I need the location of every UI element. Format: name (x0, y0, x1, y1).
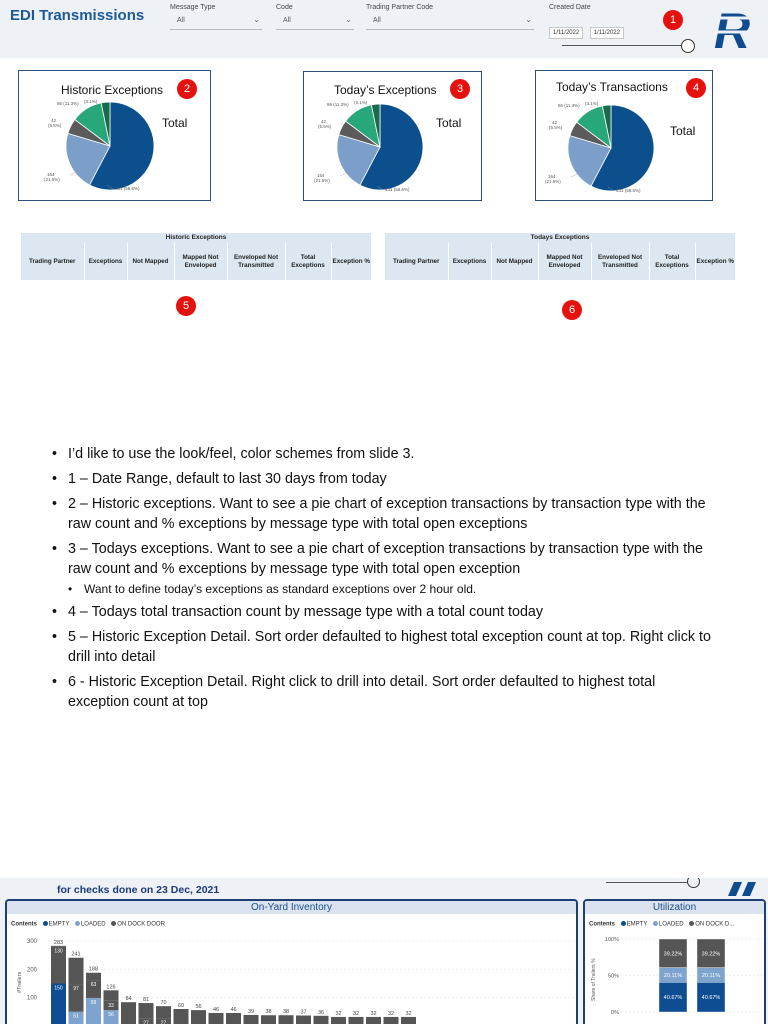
pie-data-label: 42 (51, 118, 57, 123)
bar-total-label: 283 (53, 939, 64, 946)
bar-segment (174, 1009, 189, 1024)
bar-segment (331, 1017, 346, 1024)
message-type-select[interactable] (170, 17, 262, 30)
bar-total-label: 70 (160, 1000, 167, 1007)
segment-label: 39.22% (663, 951, 683, 958)
legend-item: LOADED (80, 921, 106, 928)
column-header[interactable]: Mapped Not Enveloped (538, 243, 591, 280)
column-header[interactable]: Exception % (695, 243, 735, 280)
bar-total-label: 46 (230, 1006, 237, 1013)
pie-data-label: (3.1%) (84, 99, 98, 104)
utilization-chart (585, 901, 766, 1024)
note-item: • 4 – Todays total transaction count by message type with a total count today (52, 602, 712, 622)
segment-label: 97 (73, 986, 79, 993)
filter-value: All (373, 17, 381, 24)
segment-label: 40.67% (701, 995, 721, 1002)
filter-label: Message Type (170, 4, 216, 11)
table-header-row (21, 243, 371, 280)
note-item: • 1 – Date Range, default to last 30 days from today (52, 469, 712, 489)
bar-segment (69, 958, 84, 984)
pie-total-label: Total (162, 116, 188, 130)
table-caption: Todays Exceptions (385, 233, 735, 243)
segment-label: 130 (54, 948, 63, 955)
pie-title: Historic Exceptions (61, 83, 164, 97)
report-header (0, 0, 768, 58)
bar-segment (139, 1003, 154, 1018)
segment-label: 40.67% (663, 995, 683, 1002)
code-select[interactable] (276, 17, 354, 30)
bar-total-label: 38 (265, 1009, 272, 1016)
y-tick-label: 300 (26, 939, 37, 945)
todays-exceptions-table[interactable] (385, 233, 735, 280)
y-tick-label: 50% (607, 973, 619, 980)
filter-value: All (177, 17, 185, 24)
panel-title: Utilization (585, 901, 764, 914)
pie-data-label: 86 (11.3%) (327, 102, 349, 107)
chevron-down-icon: ⌄ (525, 15, 532, 24)
table-header-row (385, 243, 735, 280)
bar-total-label: 126 (106, 984, 116, 991)
column-header[interactable]: Exceptions (448, 243, 491, 280)
bar-total-label: 32 (405, 1010, 412, 1017)
y-axis-label: Share of Trailers % (591, 958, 597, 1001)
chevron-down-icon: ⌄ (345, 15, 352, 24)
pie-data-label: (21.5%) (314, 178, 330, 183)
y-tick-label: 0% (611, 1010, 619, 1016)
yard-inventory-dashboard (0, 878, 768, 1024)
start-date-input[interactable]: 1/11/2022 (549, 27, 583, 39)
bar-total-label: 46 (212, 1006, 220, 1013)
pie-data-label: 86 (11.3%) (57, 101, 79, 106)
bar-total-label: 56 (195, 1004, 202, 1011)
annotation-badge-5: 5 (176, 296, 196, 316)
bar-segment (349, 1017, 364, 1024)
pie-data-label: 164 (317, 173, 325, 178)
legend-item: EMPTY (626, 921, 648, 928)
note-subitem: • Want to define today’s exceptions as standard exceptions over 2 hour old. (52, 581, 712, 597)
bar-segment (51, 946, 66, 947)
filter-value: All (283, 17, 291, 24)
bar-total-label: 241 (71, 951, 81, 958)
bar-segment (86, 973, 101, 980)
legend-item: LOADED (658, 921, 684, 928)
segment-label: 20.11% (701, 972, 721, 979)
chevron-down-icon: ⌄ (253, 15, 260, 24)
note-item: • 5 – Historic Exception Detail. Sort order defaulted to highest total exception count at top. Right click to drill into detail (52, 627, 712, 667)
utilization-panel (583, 899, 766, 1024)
inventory-slider-track[interactable] (606, 882, 698, 883)
filter-label: Trading Partner Code (366, 4, 434, 11)
filter-label: Created Date (549, 4, 591, 11)
bar-total-label: 38 (282, 1009, 290, 1016)
pie-title: Today’s Transactions (556, 80, 668, 94)
bar-segment (244, 1015, 259, 1024)
column-header[interactable]: Not Mapped (491, 243, 538, 280)
bar-total-label: 32 (335, 1010, 342, 1017)
y-tick-label: 100 (26, 995, 37, 1002)
bar-segment (209, 1013, 224, 1024)
trading-partner-code-select[interactable] (366, 17, 534, 30)
message-type-filter[interactable] (170, 4, 262, 30)
bar-segment (226, 1013, 241, 1024)
annotation-badge-6: 6 (562, 300, 582, 320)
bar-segment (401, 1017, 416, 1024)
bar-total-label: 32 (370, 1010, 377, 1017)
segment-label: 27 (143, 1020, 149, 1024)
y-tick-label: 100% (604, 937, 619, 943)
segment-label: 150 (54, 985, 63, 992)
segment-label: 20.11% (663, 972, 683, 979)
bar-total-label: 32 (352, 1010, 360, 1017)
bar-total-label: 60 (177, 1003, 185, 1009)
legend-title: Contents (11, 921, 37, 928)
pie-data-label: (3.1%) (585, 101, 599, 106)
note-item: • 3 – Todays exceptions. Want to see a pie chart of exception transactions by transaction type with the raw count and % exceptions by message type with total open exception (52, 539, 712, 579)
pie-data-label: (5.5%) (549, 125, 563, 130)
bar-segment (296, 1016, 311, 1024)
segment-label: 56 (108, 1012, 114, 1019)
trading-partner-code-filter[interactable] (366, 4, 534, 30)
annotation-badge-3: 3 (450, 79, 470, 99)
pie-total-label: Total (670, 124, 696, 138)
pie-data-label: 431 (56.6%) (385, 187, 410, 192)
historic-exceptions-table[interactable] (21, 233, 371, 280)
bar-segment (314, 1016, 329, 1024)
legend-item: ON DOCK D... (695, 921, 735, 928)
date-range-slider-handle[interactable] (681, 39, 695, 53)
bar-total-label: 32 (387, 1010, 395, 1017)
created-date-filter (549, 4, 645, 39)
annotation-badge-2: 2 (177, 79, 197, 99)
pie-data-label: 86 (11.3%) (558, 103, 580, 108)
pie-title: Today’s Exceptions (334, 83, 437, 97)
column-header[interactable]: Trading Partner (385, 243, 448, 280)
bar-segment (121, 1002, 136, 1024)
bar-segment (279, 1015, 294, 1024)
bar-total-label: 188 (88, 966, 99, 973)
bar-total-label: 37 (300, 1009, 307, 1016)
pie-data-label: 431 (56.6%) (616, 188, 641, 193)
pie-data-label: 164 (548, 174, 556, 179)
logo-letter: R (714, 3, 751, 54)
app-title: EDI Transmissions (10, 7, 145, 24)
panel-title: On-Yard Inventory (7, 901, 576, 914)
legend-item: ON DOCK DOOR (117, 921, 165, 928)
bar-segment (156, 1006, 171, 1018)
column-header[interactable]: Total Exceptions (285, 243, 331, 280)
pie-data-label: (21.5%) (44, 177, 60, 182)
pie-data-label: 42 (552, 120, 558, 125)
segment-label: 51 (73, 1013, 79, 1020)
code-filter[interactable] (276, 4, 354, 30)
annotation-badge-1: 1 (663, 10, 683, 30)
date-range-slider-track[interactable] (562, 45, 684, 46)
column-header[interactable]: Mapped Not Enveloped (174, 243, 227, 280)
on-yard-inventory-chart (7, 901, 578, 1024)
filter-label: Code (276, 4, 293, 11)
on-yard-inventory-panel (5, 899, 578, 1024)
segment-label: 63 (90, 982, 97, 989)
segment-label: 27 (160, 1020, 167, 1024)
note-item: • 2 – Historic exceptions. Want to see a pie chart of exception transactions by transaction type with the raw count and % exceptions by message type with total open exceptions (52, 494, 712, 534)
bar-segment (104, 990, 119, 1000)
column-header[interactable]: Enveloped Not Transmitted (227, 243, 285, 280)
bar-total-label: 84 (125, 996, 132, 1003)
segment-label: 39.22% (701, 951, 721, 958)
company-logo (710, 2, 760, 54)
pie-data-label: (5.5%) (48, 123, 62, 128)
column-header[interactable]: Exceptions (84, 243, 127, 280)
bar-total-label: 39 (247, 1008, 255, 1015)
checks-date-subtitle: for checks done on 23 Dec, 2021 (57, 884, 220, 896)
inventory-slider-handle[interactable] (687, 878, 700, 888)
pie-data-label: (21.5%) (545, 179, 561, 184)
annotation-badge-4: 4 (686, 78, 706, 98)
bar-total-label: 81 (142, 997, 150, 1004)
pie-total-label: Total (436, 116, 462, 130)
column-header[interactable]: Total Exceptions (649, 243, 695, 280)
column-header[interactable]: Trading Partner (21, 243, 84, 280)
bar-segment (261, 1015, 276, 1024)
column-header[interactable]: Exception % (331, 243, 371, 280)
pie-data-label: 42 (321, 119, 327, 124)
pie-data-label: (3.1%) (354, 100, 368, 105)
bar-segment (191, 1010, 206, 1024)
note-item: • 6 - Historic Exception Detail. Right click to drill into detail. Sort order defaulted to highest total exception count at top (52, 672, 712, 712)
company-logo (720, 880, 760, 896)
column-header[interactable]: Not Mapped (127, 243, 174, 280)
pie-data-label: (5.5%) (318, 124, 332, 129)
segment-label: 33 (108, 1002, 114, 1009)
bar-total-label: 36 (317, 1009, 325, 1016)
column-header[interactable]: Enveloped Not Transmitted (591, 243, 649, 280)
pie-data-label: 431 (56.6%) (115, 186, 140, 191)
y-tick-label: 200 (26, 967, 37, 974)
note-item: • I’d like to use the look/feel, color schemes from slide 3. (52, 444, 712, 464)
requirements-notes (52, 444, 712, 717)
legend-item: EMPTY (48, 921, 70, 928)
pie-data-label: 164 (47, 172, 55, 177)
end-date-input[interactable]: 1/11/2022 (590, 27, 624, 39)
segment-label: 99 (90, 999, 97, 1006)
bar-segment (384, 1017, 399, 1024)
legend-title: Contents (589, 921, 615, 928)
bar-segment (366, 1017, 381, 1024)
table-caption: Historic Exceptions (21, 233, 371, 243)
y-axis-label: #Trailers (17, 971, 23, 993)
